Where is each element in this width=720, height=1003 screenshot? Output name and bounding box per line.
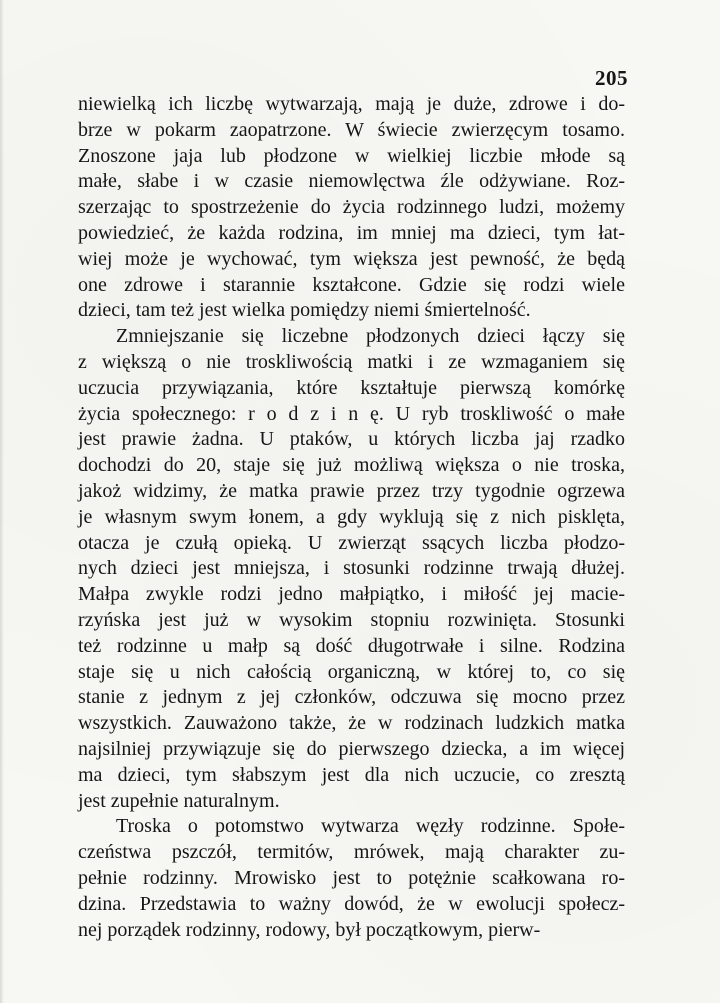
text-line: nej porządek rodzinny, rodowy, był początkowym, pierw- bbox=[78, 918, 541, 941]
text-line: one zdrowe i starannie kształcone. Gdzie się rodzi wiele bbox=[78, 273, 625, 296]
text-line: Troska o potomstwo wytwarza węzły rodzinne. Społe- bbox=[116, 815, 625, 838]
text-line: Zmniejszanie się liczebne płodzonych dzieci łączy się bbox=[116, 325, 625, 348]
text-line: pełnie rodzinny. Mrowisko jest to potężnie scałkowana ro- bbox=[78, 866, 625, 889]
text-line: nych dzieci jest mniejsza, i stosunki rodzinne trwają dłużej. bbox=[78, 557, 625, 580]
text-line: Małpa zwykle rodzi jedno małpiątko, i miłość jej macie- bbox=[78, 583, 625, 606]
paragraph bbox=[78, 324, 625, 814]
text-line: czeństwa pszczół, termitów, mrówek, mają charakter zu- bbox=[78, 841, 625, 864]
text-line: rzyńska jest już w wysokim stopniu rozwinięta. Stosunki bbox=[78, 608, 625, 631]
text-line: szerzając to spostrzeżenie do życia rodzinnego ludzi, możemy bbox=[78, 196, 625, 219]
text-line: powiedzieć, że każda rodzina, im mniej ma dzieci, tym łat- bbox=[78, 221, 625, 244]
text-line: staje się u nich całością organiczną, w której to, co się bbox=[78, 660, 625, 683]
text-line: jest zupełnie naturalnym. bbox=[78, 789, 280, 812]
text-line: niewielką ich liczbę wytwarzają, mają je duże, zdrowe i do- bbox=[78, 93, 625, 115]
text-line: Znoszone jaja lub płodzone w wielkiej liczbie młode są bbox=[78, 144, 625, 167]
text-line: z większą o nie troskliwością matki i ze wzmaganiem się bbox=[78, 350, 625, 373]
text-line: małe, słabe i w czasie niemowlęctwa źle odżywiane. Roz- bbox=[78, 170, 625, 193]
text-line: otacza je czułą opieką. U zwierząt ssących liczba płodzo- bbox=[78, 531, 625, 554]
paragraph bbox=[78, 92, 625, 324]
text-line: je własnym swym łonem, a gdy wyklują się z nich pisklęta, bbox=[78, 505, 625, 528]
text-line: dzina. Przedstawia to ważny dowód, że w ewolucji społecz- bbox=[78, 892, 625, 915]
body-text bbox=[78, 92, 625, 943]
text-line: wiej może je wychować, tym większa jest pewność, że będą bbox=[78, 247, 625, 270]
page-number: 205 bbox=[595, 66, 628, 90]
text-line: uczucia przywiązania, które kształtuje pierwszą komórkę bbox=[78, 376, 625, 399]
text-line: też rodzinne u małp są dość długotrwałe i silne. Rodzina bbox=[78, 634, 625, 657]
text-line: najsilniej przywiązuje się do pierwszego dziecka, a im więcej bbox=[78, 737, 625, 760]
page-edge-shadow bbox=[0, 0, 4, 1003]
paragraph bbox=[78, 814, 625, 943]
text-line: życia społecznego: r o d z i n ę. U ryb troskliwość o małe bbox=[78, 402, 625, 425]
text-line: brze w pokarm zaopatrzone. W świecie zwierzęcym tosamo. bbox=[78, 118, 625, 141]
text-line: wszystkich. Zauważono także, że w rodzinach ludzkich matka bbox=[78, 712, 625, 735]
text-line: dochodzi do 20, staje się już możliwą większa o nie troska, bbox=[78, 454, 625, 477]
text-line: jakoż widzimy, że matka prawie przez trzy tygodnie ogrzewa bbox=[78, 479, 625, 502]
text-line: jest prawie żadna. U ptaków, u których liczba jaj rzadko bbox=[78, 428, 625, 451]
text-line: stanie z jednym z jej członków, odczuwa się mocno przez bbox=[78, 686, 625, 709]
text-line: ma dzieci, tym słabszym jest dla nich uczucie, co zresztą bbox=[78, 763, 625, 786]
text-line: dzieci, tam też jest wielka pomiędzy niemi śmiertelność. bbox=[78, 299, 531, 322]
